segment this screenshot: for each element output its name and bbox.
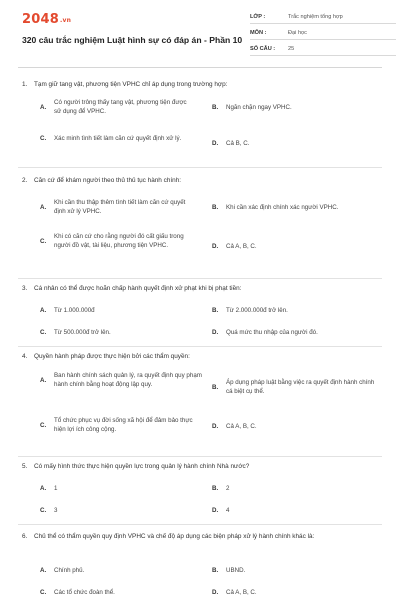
option-text: 2 [226, 485, 230, 492]
option-text: UBND. [226, 567, 246, 574]
option-letter: B. [212, 567, 219, 574]
option-letter: D. [212, 507, 219, 514]
question-body: Quyền hành pháp được thực hiện bởi các thẩm quyền: [34, 353, 190, 360]
option-letter: B. [212, 307, 219, 314]
option-letter: B. [212, 485, 219, 492]
question-text [18, 80, 382, 89]
option-d[interactable] [210, 328, 380, 337]
question-body: Tạm giữ tang vật, phương tiện VPHC chỉ áp dụng trong trường hợp: [34, 81, 228, 88]
option-letter: B. [212, 104, 219, 111]
option-text: Từ 500.000đ trở lên. [54, 329, 111, 336]
option-letter: D. [212, 423, 219, 430]
option-letter: C. [40, 135, 47, 142]
option-text: Cả A, B, C. [226, 423, 257, 430]
option-c[interactable] [38, 232, 196, 251]
document-header [18, 0, 382, 68]
option-text: Ngăn chặn ngay VPHC. [226, 104, 292, 111]
question-divider [18, 524, 382, 525]
option-text: Cả B, C. [226, 140, 250, 147]
option-c[interactable] [38, 588, 188, 597]
option-text: Chính phủ. [54, 567, 85, 574]
option-text: Ban hành chính sách quản lý, ra quyết định quy phạm hành chính bằng hoạt động lập quy. [54, 372, 202, 389]
question-divider [18, 456, 382, 457]
meta-table [250, 8, 396, 56]
option-letter: A. [40, 103, 47, 111]
option-letter: D. [212, 329, 219, 336]
option-a[interactable] [38, 484, 188, 493]
question-text [18, 176, 382, 185]
meta-key: MÔN : [250, 30, 267, 36]
option-d[interactable] [210, 422, 380, 431]
option-a[interactable] [38, 371, 206, 390]
option-a[interactable] [38, 306, 188, 315]
option-text: Từ 2.000.000đ trở lên. [226, 307, 288, 314]
question-text [18, 352, 382, 361]
option-a[interactable] [38, 566, 188, 575]
option-d[interactable] [210, 242, 380, 251]
option-letter: A. [40, 567, 47, 574]
option-b[interactable] [210, 378, 382, 397]
option-text: Khi cần xác định chính xác người VPHC. [226, 204, 339, 211]
meta-key: SỐ CÂU : [250, 46, 276, 52]
question-number: 1. [22, 81, 28, 88]
option-text: Có người trông thấy tang vật, phương tiện được sử dụng để VPHC. [54, 99, 187, 116]
option-text: Khi có căn cứ cho rằng người đó cất giấu trong người đồ vật, tài liệu, phương tiện VPHC. [54, 233, 184, 250]
option-letter: C. [40, 329, 47, 336]
option-b[interactable] [210, 203, 385, 212]
option-text: Áp dụng pháp luật bằng việc ra quyết định hành chính cá biệt cụ thể. [226, 379, 375, 396]
question-text [18, 532, 382, 541]
meta-key: LỚP : [250, 14, 266, 20]
option-b[interactable] [210, 566, 380, 575]
option-letter: B. [212, 383, 219, 391]
option-a[interactable] [38, 198, 188, 217]
option-letter: A. [40, 376, 47, 384]
question-6 [18, 532, 382, 596]
question-2 [18, 176, 382, 250]
option-d[interactable] [210, 588, 380, 597]
option-c[interactable] [38, 506, 188, 515]
option-letter: A. [40, 203, 47, 211]
option-letter: A. [40, 485, 47, 492]
option-letter: B. [212, 204, 219, 211]
question-divider [18, 167, 382, 168]
meta-row-count [250, 40, 396, 56]
logo-text: 2048 [22, 12, 59, 27]
option-letter: D. [212, 243, 219, 250]
question-number: 2. [22, 177, 28, 184]
option-text: Tổ chức phục vụ đời sống xã hội để đảm bảo thực hiện lợi ích công cộng. [54, 417, 193, 434]
question-text [18, 462, 382, 471]
option-d[interactable] [210, 139, 380, 148]
question-number: 3. [22, 285, 28, 292]
question-divider [18, 278, 382, 279]
question-number: 6. [22, 533, 28, 540]
document-title: 320 câu trắc nghiệm Luật hình sự có đáp án - Phần 10 [22, 35, 243, 45]
option-text: Quá mức thu nhập của người đó. [226, 329, 318, 336]
question-5 [18, 462, 382, 514]
option-letter: C. [40, 589, 47, 596]
option-c[interactable] [38, 134, 188, 143]
option-text: 3 [54, 507, 58, 514]
site-logo[interactable] [22, 12, 71, 27]
option-text: Từ 1.000.000đ [54, 307, 95, 314]
option-letter: D. [212, 140, 219, 147]
option-text: Cả A, B, C. [226, 243, 257, 250]
option-a[interactable] [38, 98, 188, 117]
meta-value: 25 [288, 46, 295, 52]
question-1 [18, 80, 382, 147]
question-body: Căn cứ để khám người theo thủ thủ tục hành chính: [34, 177, 182, 184]
question-text [18, 284, 382, 293]
option-text: 4 [226, 507, 230, 514]
logo-suffix: .vn [59, 17, 72, 24]
option-text: Khi cần thu thập thêm tình tiết làm căn cứ quyết định xử lý VPHC. [54, 199, 186, 216]
question-4 [18, 352, 382, 434]
question-body: Chủ thể có thẩm quyền quy định VPHC và chế độ áp dụng các biện pháp xử lý hành chính khác là: [34, 533, 315, 540]
meta-value: Đại học [288, 30, 307, 36]
question-number: 4. [22, 353, 28, 360]
question-divider [18, 346, 382, 347]
meta-row-subject [250, 24, 396, 40]
option-letter: C. [40, 507, 47, 514]
option-letter: C. [40, 237, 47, 245]
option-text: 1 [54, 485, 58, 492]
option-b[interactable] [210, 103, 380, 112]
option-letter: C. [40, 421, 47, 429]
option-text: Các tổ chức đoàn thể. [54, 589, 115, 596]
meta-row-class [250, 8, 396, 24]
question-body: Cá nhân có thể được hoãn chấp hành quyết định xử phạt khi bị phạt tiền: [34, 285, 242, 292]
option-text: Cả A, B, C. [226, 589, 257, 596]
meta-value: Trắc nghiệm tổng hợp [288, 14, 343, 20]
question-body: Có mấy hình thức thực hiện quyền lực trong quản lý hành chính Nhà nước? [34, 463, 250, 470]
option-c[interactable] [38, 416, 200, 435]
option-b[interactable] [210, 484, 380, 493]
question-3 [18, 284, 382, 336]
option-letter: D. [212, 589, 219, 596]
option-d[interactable] [210, 506, 380, 515]
question-number: 5. [22, 463, 28, 470]
option-b[interactable] [210, 306, 380, 315]
option-letter: A. [40, 307, 47, 314]
option-text: Xác minh tình tiết làm căn cứ quyết định xử lý. [54, 135, 182, 142]
option-c[interactable] [38, 328, 188, 337]
